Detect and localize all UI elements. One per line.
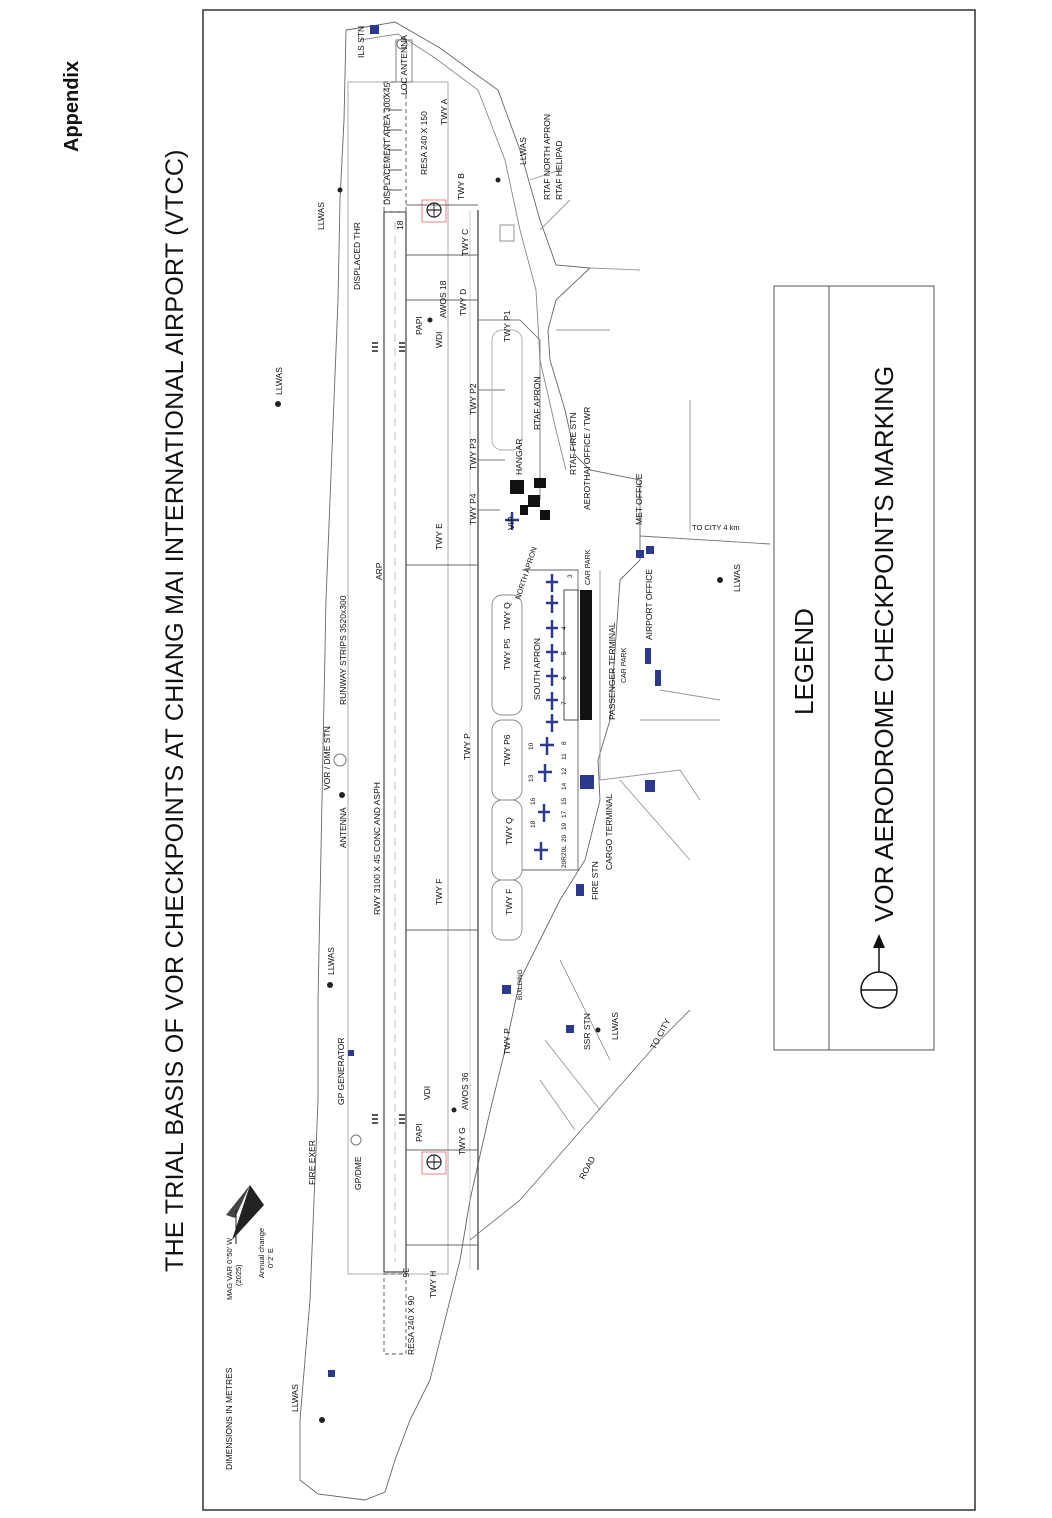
svg-text:SOUTH APRON: SOUTH APRON bbox=[532, 638, 542, 700]
svg-text:NORTH APRON: NORTH APRON bbox=[513, 545, 539, 601]
svg-text:HANGAR: HANGAR bbox=[514, 438, 524, 475]
svg-text:4: 4 bbox=[561, 626, 568, 630]
svg-text:RTAF FIRE STN: RTAF FIRE STN bbox=[568, 412, 578, 475]
road-to-city-north bbox=[640, 536, 770, 544]
svg-text:GP GENERATOR: GP GENERATOR bbox=[336, 1037, 346, 1105]
fire-stn-building bbox=[576, 884, 584, 896]
svg-text:5: 5 bbox=[561, 651, 568, 655]
svg-text:SSR STN: SSR STN bbox=[582, 1013, 592, 1050]
svg-text:TO CITY 4 km: TO CITY 4 km bbox=[692, 523, 740, 532]
vor-checkpoint-north bbox=[422, 200, 446, 222]
gp-generator-building bbox=[348, 1050, 354, 1056]
svg-text:0°2' E: 0°2' E bbox=[266, 1248, 275, 1268]
appendix-label: Appendix bbox=[61, 60, 83, 152]
building-square bbox=[502, 985, 511, 994]
svg-text:TWY P6: TWY P6 bbox=[502, 734, 512, 766]
svg-text:TWY Q: TWY Q bbox=[502, 602, 512, 630]
svg-text:ARP: ARP bbox=[374, 562, 384, 580]
svg-text:WDI: WDI bbox=[434, 331, 444, 348]
svg-text:LLWAS: LLWAS bbox=[316, 202, 326, 230]
svg-text:TWY F: TWY F bbox=[504, 888, 514, 915]
svg-text:7: 7 bbox=[561, 701, 568, 705]
svg-text:CARGO TERMINAL: CARGO TERMINAL bbox=[604, 793, 614, 870]
page-title: THE TRIAL BASIS OF VOR CHECKPOINTS AT CHIANG MAI INTERNATIONAL AIRPORT (VTCC) bbox=[161, 149, 189, 1272]
svg-text:LLWAS: LLWAS bbox=[518, 137, 528, 165]
svg-text:AEROTHAI OFFICE / TWR: AEROTHAI OFFICE / TWR bbox=[582, 406, 592, 510]
cargo-terminal-building bbox=[580, 775, 594, 789]
legend bbox=[774, 286, 934, 1050]
svg-text:14: 14 bbox=[561, 782, 568, 790]
svg-text:18: 18 bbox=[530, 820, 537, 828]
svg-text:AIRPORT OFFICE: AIRPORT OFFICE bbox=[644, 568, 654, 640]
svg-text:RWY 3100 X 45 CONC AND ASPH: RWY 3100 X 45 CONC AND ASPH bbox=[372, 782, 382, 915]
legend-item-label: VOR AERODROME CHECKPOINTS MARKING bbox=[869, 365, 899, 922]
svg-text:FIRE EXER: FIRE EXER bbox=[307, 1140, 317, 1185]
svg-text:CAR PARK: CAR PARK bbox=[585, 549, 592, 585]
svg-text:TWY P1: TWY P1 bbox=[502, 310, 512, 342]
svg-text:6: 6 bbox=[561, 676, 568, 680]
svg-text:ANTENNA: ANTENNA bbox=[338, 807, 348, 848]
passenger-terminal-building bbox=[580, 590, 592, 720]
svg-text:19: 19 bbox=[561, 822, 568, 830]
svg-text:BUILDING: BUILDING bbox=[517, 969, 524, 1000]
svg-text:MET OFFICE: MET OFFICE bbox=[634, 473, 644, 525]
airport-map bbox=[300, 22, 770, 1500]
svg-text:AWOS 36: AWOS 36 bbox=[460, 1072, 470, 1110]
svg-text:AWOS 18: AWOS 18 bbox=[438, 280, 448, 318]
svg-text:20L: 20L bbox=[561, 845, 568, 856]
svg-text:DISPLACED THR: DISPLACED THR bbox=[352, 222, 362, 290]
svg-text:8: 8 bbox=[561, 741, 568, 745]
svg-text:PASSENGER TERMINAL: PASSENGER TERMINAL bbox=[607, 622, 617, 720]
svg-text:RTAF HELIPAD: RTAF HELIPAD bbox=[554, 140, 564, 200]
svg-text:Annual change: Annual change bbox=[257, 1227, 266, 1278]
svg-text:(2025): (2025) bbox=[234, 1264, 243, 1286]
svg-text:LLWAS: LLWAS bbox=[732, 564, 742, 592]
svg-text:13: 13 bbox=[528, 774, 535, 782]
svg-text:CAR PARK: CAR PARK bbox=[621, 647, 628, 683]
svg-text:20: 20 bbox=[561, 834, 568, 842]
svg-text:ILS STN: ILS STN bbox=[356, 25, 366, 58]
svg-text:LLWAS: LLWAS bbox=[326, 947, 336, 975]
svg-text:20R: 20R bbox=[561, 856, 568, 868]
svg-text:TWY P: TWY P bbox=[462, 733, 472, 760]
svg-text:TO CITY: TO CITY bbox=[647, 1016, 673, 1051]
svg-text:ROAD: ROAD bbox=[576, 1154, 598, 1181]
svg-text:10: 10 bbox=[528, 742, 535, 750]
svg-text:15: 15 bbox=[561, 797, 568, 805]
map-labels bbox=[224, 26, 742, 1470]
svg-text:DISPLACEMENT AREA 300X45: DISPLACEMENT AREA 300X45 bbox=[382, 82, 392, 205]
svg-text:VIP: VIP bbox=[506, 516, 516, 530]
svg-text:17: 17 bbox=[561, 810, 568, 818]
svg-text:LLWAS: LLWAS bbox=[290, 1384, 300, 1412]
svg-text:TWY D: TWY D bbox=[458, 288, 468, 316]
svg-text:MAG VAR 0°50' W: MAG VAR 0°50' W bbox=[225, 1237, 234, 1300]
svg-text:RUNWAY STRIPS 3520x300: RUNWAY STRIPS 3520x300 bbox=[338, 595, 348, 705]
svg-text:TWY E: TWY E bbox=[434, 523, 444, 550]
svg-text:TWY P3: TWY P3 bbox=[468, 438, 478, 470]
svg-text:3: 3 bbox=[567, 574, 574, 578]
svg-text:18: 18 bbox=[395, 220, 405, 230]
svg-text:TWY C: TWY C bbox=[460, 228, 470, 256]
svg-text:TWY P5: TWY P5 bbox=[502, 638, 512, 670]
svg-text:36: 36 bbox=[401, 1268, 411, 1278]
svg-text:16: 16 bbox=[530, 797, 537, 805]
map-frame bbox=[203, 10, 975, 1510]
svg-text:VDI: VDI bbox=[422, 1085, 432, 1100]
llwas-dot bbox=[275, 401, 281, 407]
svg-text:11: 11 bbox=[561, 753, 568, 760]
ssr-stn-building bbox=[566, 1025, 574, 1033]
svg-text:TWY B: TWY B bbox=[456, 173, 466, 200]
svg-text:RESA 240 X 90: RESA 240 X 90 bbox=[406, 1295, 416, 1355]
svg-text:GP/DME: GP/DME bbox=[353, 1156, 363, 1190]
svg-text:TWY P: TWY P bbox=[502, 1028, 512, 1055]
svg-text:TWY A: TWY A bbox=[439, 98, 449, 125]
svg-text:VOR / DME STN: VOR / DME STN bbox=[322, 726, 332, 790]
dimensions-note: DIMENSIONS IN METRES bbox=[224, 1367, 234, 1470]
svg-text:RTAF APRON: RTAF APRON bbox=[532, 376, 542, 430]
legend-heading: LEGEND bbox=[789, 608, 819, 715]
svg-text:FIRE STN: FIRE STN bbox=[590, 861, 600, 900]
vor-checkpoint-legend-icon bbox=[861, 934, 897, 1008]
ils-stn-building bbox=[370, 25, 379, 34]
vor-checkpoint-south bbox=[422, 1152, 446, 1174]
svg-text:TWY Q: TWY Q bbox=[504, 817, 514, 845]
svg-text:TWY P2: TWY P2 bbox=[468, 383, 478, 415]
svg-text:TWY F: TWY F bbox=[434, 878, 444, 905]
svg-text:LLWAS: LLWAS bbox=[274, 367, 284, 395]
svg-text:PAPI: PAPI bbox=[414, 316, 424, 335]
svg-text:PAPI: PAPI bbox=[414, 1123, 424, 1142]
svg-text:TWY H: TWY H bbox=[428, 1270, 438, 1298]
svg-text:LLWAS: LLWAS bbox=[610, 1012, 620, 1040]
svg-text:LOC ANTENNA: LOC ANTENNA bbox=[399, 35, 409, 95]
svg-text:RTAF NORTH APRON: RTAF NORTH APRON bbox=[542, 114, 552, 200]
svg-text:RESA 240 X 150: RESA 240 X 150 bbox=[419, 111, 429, 175]
svg-text:TWY G: TWY G bbox=[457, 1127, 467, 1155]
svg-text:TWY P4: TWY P4 bbox=[468, 493, 478, 525]
svg-text:12: 12 bbox=[561, 767, 568, 775]
